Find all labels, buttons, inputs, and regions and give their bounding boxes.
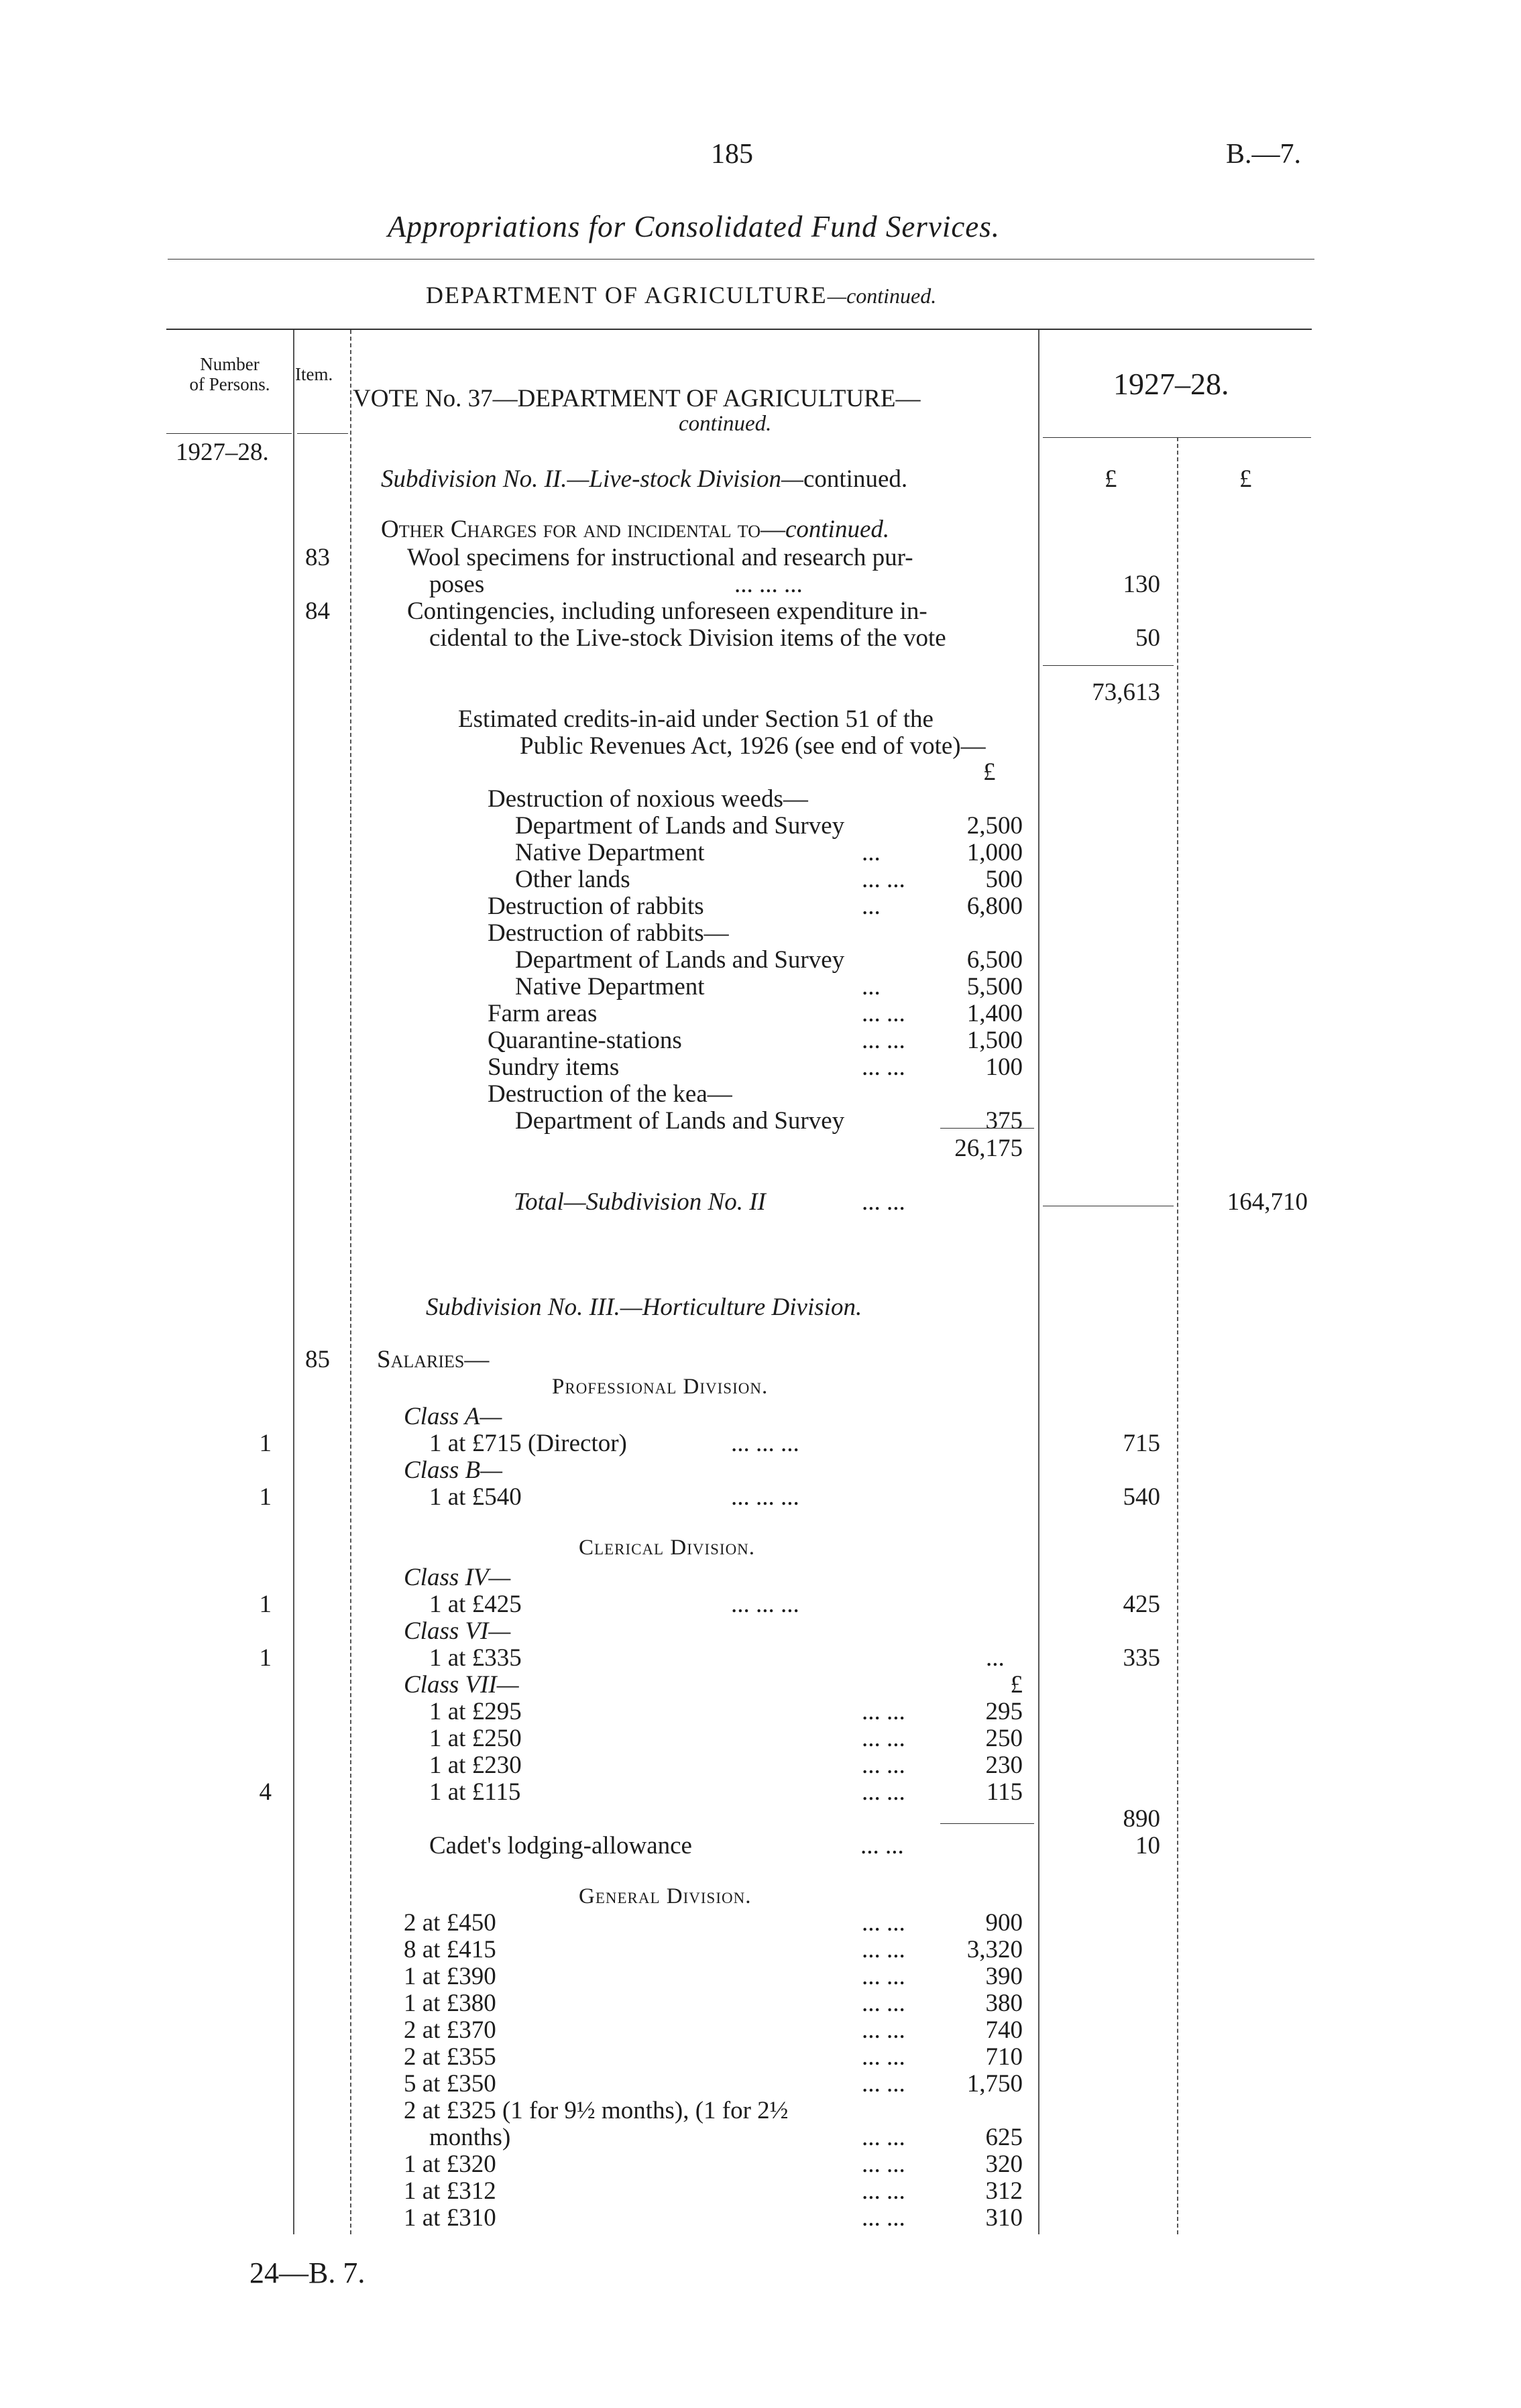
general-amount: 1,750 xyxy=(966,2070,1023,2098)
clerical-division-heading: Clerical Division. xyxy=(579,1536,756,1560)
salary-inner-amount: £ xyxy=(1010,1671,1023,1699)
subdivision-2-total-label: Total—Subdivision No. II xyxy=(514,1188,766,1216)
persons-header-rule xyxy=(166,433,292,434)
cadet-allowance-label: Cadet's lodging-allowance xyxy=(429,1832,692,1859)
general-label: 8 at £415 xyxy=(404,1936,496,1963)
leader-dots: ... ... xyxy=(862,2043,905,2071)
subtotal-amount: 73,613 xyxy=(1092,679,1160,706)
salary-label: 1 at £335 xyxy=(429,1644,522,1672)
table-top-rule xyxy=(166,329,1312,330)
year-header: 1927–28. xyxy=(1113,367,1229,401)
salary-label: 1 at £540 xyxy=(429,1483,522,1511)
class-heading: Class IV— xyxy=(404,1564,511,1591)
amount-column-rule xyxy=(1038,330,1039,2234)
salary-inner-amount: 230 xyxy=(985,1752,1023,1779)
salary-amount: 540 xyxy=(1123,1483,1160,1511)
salary-label: 1 at £425 xyxy=(429,1591,522,1618)
subdivision-3-heading: Subdivision No. III.—Horticulture Division. xyxy=(426,1294,862,1321)
subtotal-rule xyxy=(1043,665,1174,666)
class-7-total-rule xyxy=(940,1823,1034,1824)
general-label: 2 at £325 (1 for 9½ months), (1 for 2½ xyxy=(404,2097,789,2124)
leader-dots: ... ... xyxy=(862,2151,905,2178)
credit-amount: 500 xyxy=(985,866,1023,893)
credit-label: Destruction of the kea— xyxy=(488,1080,732,1108)
credit-label: Native Department xyxy=(515,973,705,1000)
credit-amount: 1,400 xyxy=(966,1000,1023,1027)
credits-total-rule xyxy=(940,1128,1034,1129)
department-heading: DEPARTMENT OF AGRICULTURE—continued. xyxy=(426,282,937,308)
persons-column-rule xyxy=(293,330,294,2234)
salary-amount: 715 xyxy=(1123,1430,1160,1457)
credit-amount: 6,500 xyxy=(966,946,1023,974)
leader-dots: ... xyxy=(862,893,881,920)
general-label: 1 at £310 xyxy=(404,2204,496,2232)
document-ref: B.—7. xyxy=(1226,139,1302,170)
credits-pound: £ xyxy=(983,758,996,786)
persons-header: Number of Persons. xyxy=(189,354,270,394)
general-amount: 3,320 xyxy=(966,1936,1023,1963)
leader-dots: ... ... xyxy=(862,1698,905,1725)
salary-inner-amount: 295 xyxy=(985,1698,1023,1725)
general-label: 2 at £450 xyxy=(404,1909,496,1937)
leader-dots: ... ... xyxy=(862,1909,905,1937)
leader-dots: ... xyxy=(862,973,881,1000)
leader-dots: ... ... xyxy=(862,1188,905,1216)
leader-dots: ... ... xyxy=(862,1000,905,1027)
credit-label: Farm areas xyxy=(488,1000,598,1027)
general-label: 2 at £355 xyxy=(404,2043,496,2071)
year-header-rule xyxy=(1043,437,1311,438)
salary-inner-amount: 115 xyxy=(986,1778,1023,1806)
general-amount: 625 xyxy=(985,2124,1023,2151)
item-description: Contingencies, including unforeseen expenditure in- xyxy=(407,597,927,625)
credit-amount: 1,000 xyxy=(966,839,1023,866)
credit-amount: 2,500 xyxy=(966,812,1023,840)
salary-label: 1 at £250 xyxy=(429,1725,522,1752)
leader-dots: ... ... xyxy=(862,2016,905,2044)
general-label: 1 at £320 xyxy=(404,2151,496,2178)
leader-dots: ... ... xyxy=(862,1990,905,2017)
item-description: Wool specimens for instructional and research pur- xyxy=(407,544,913,571)
item-description-cont: cidental to the Live-stock Division items of the vote xyxy=(429,624,946,652)
class-heading: Class VI— xyxy=(404,1617,511,1645)
leader-dots: ... ... ... xyxy=(731,1430,799,1457)
item-header-rule xyxy=(297,433,348,434)
leader-dots: ... ... xyxy=(862,1752,905,1779)
item-number: 83 xyxy=(305,544,330,571)
salary-inner-amount: 250 xyxy=(985,1725,1023,1752)
credit-label: Destruction of noxious weeds— xyxy=(488,785,808,813)
leader-dots: ... ... ... xyxy=(734,571,803,598)
vote-header-continued: continued. xyxy=(679,412,772,436)
general-label: 1 at £312 xyxy=(404,2177,496,2205)
salary-label: 1 at £230 xyxy=(429,1752,522,1779)
salary-amount: 425 xyxy=(1123,1591,1160,1618)
leader-dots: ... ... ... xyxy=(731,1591,799,1618)
subdivision-2-heading: Subdivision No. II.—Live-stock Division—continued. xyxy=(381,465,908,493)
leader-dots: ... ... xyxy=(862,1963,905,1990)
item-number: 85 xyxy=(305,1346,330,1373)
general-amount: 380 xyxy=(985,1990,1023,2017)
class-heading: Class VII— xyxy=(404,1671,519,1699)
persons-count: 1 xyxy=(259,1430,272,1457)
leader-dots: ... ... xyxy=(862,2204,905,2232)
leader-dots: ... ... xyxy=(862,866,905,893)
general-amount: 390 xyxy=(985,1963,1023,1990)
pound-column-1: £ xyxy=(1105,465,1117,493)
credit-amount: 6,800 xyxy=(966,893,1023,920)
leader-dots: ... ... xyxy=(862,2124,905,2151)
credit-amount: 5,500 xyxy=(966,973,1023,1000)
leader-dots: ... ... xyxy=(862,1778,905,1806)
salaries-heading: Salaries— xyxy=(377,1346,490,1373)
item-column-rule xyxy=(350,330,351,2234)
professional-division-heading: Professional Division. xyxy=(552,1375,769,1399)
credit-label: Destruction of rabbits— xyxy=(488,919,729,947)
leader-dots: ... ... xyxy=(862,1027,905,1054)
persons-count: 4 xyxy=(259,1778,272,1806)
credit-amount: 100 xyxy=(985,1053,1023,1081)
total-column-rule xyxy=(1177,437,1178,2234)
credit-label: Department of Lands and Survey xyxy=(515,812,845,840)
credit-label: Native Department xyxy=(515,839,705,866)
credit-label: Sundry items xyxy=(488,1053,620,1081)
salary-amount: 335 xyxy=(1123,1644,1160,1672)
general-division-heading: General Division. xyxy=(579,1884,752,1908)
signature-mark: 24—B. 7. xyxy=(249,2256,365,2289)
class-heading: Class B— xyxy=(404,1456,503,1484)
item-amount: 130 xyxy=(1123,571,1160,598)
credit-label: Destruction of rabbits xyxy=(488,893,704,920)
title-rule xyxy=(168,259,1314,260)
general-label: 2 at £370 xyxy=(404,2016,496,2044)
general-label: months) xyxy=(429,2124,511,2151)
credit-label: Other lands xyxy=(515,866,630,893)
general-amount: 900 xyxy=(985,1909,1023,1937)
credits-heading-cont: Public Revenues Act, 1926 (see end of vote)— xyxy=(520,732,986,760)
salary-label: 1 at £115 xyxy=(429,1778,521,1806)
salary-label: 1 at £715 (Director) xyxy=(429,1430,627,1457)
leader-dots: ... ... ... xyxy=(731,1483,799,1511)
item-header: Item. xyxy=(295,364,333,384)
vote-header: VOTE No. 37—DEPARTMENT OF AGRICULTURE— xyxy=(353,385,921,412)
item-amount: 50 xyxy=(1135,624,1160,652)
credit-amount: 375 xyxy=(985,1107,1023,1135)
page-number: 185 xyxy=(711,139,753,170)
credit-amount: 1,500 xyxy=(966,1027,1023,1054)
leader-dots: ... ... xyxy=(862,1936,905,1963)
credits-heading: Estimated credits-in-aid under Section 51 of the xyxy=(458,705,934,733)
general-label: 5 at £350 xyxy=(404,2070,496,2098)
class-7-total: 890 xyxy=(1123,1805,1160,1833)
general-amount: 320 xyxy=(985,2151,1023,2178)
item-number: 84 xyxy=(305,597,330,625)
leader-dots: ... ... xyxy=(862,1053,905,1081)
item-description-cont: poses xyxy=(429,571,485,598)
persons-count: 1 xyxy=(259,1591,272,1618)
leader-dots: ... ... xyxy=(862,1725,905,1752)
credits-total: 26,175 xyxy=(954,1135,1023,1162)
leader-dots: ... ... xyxy=(862,2177,905,2205)
persons-year: 1927–28. xyxy=(176,439,269,466)
credit-label: Quarantine-stations xyxy=(488,1027,682,1054)
leader-dots: ... xyxy=(862,839,881,866)
leader-dots: ... xyxy=(986,1644,1005,1672)
class-heading: Class A— xyxy=(404,1403,502,1430)
salary-label: 1 at £295 xyxy=(429,1698,522,1725)
general-amount: 740 xyxy=(985,2016,1023,2044)
general-label: 1 at £390 xyxy=(404,1963,496,1990)
pound-column-2: £ xyxy=(1239,465,1252,493)
credit-label: Department of Lands and Survey xyxy=(515,946,845,974)
cadet-allowance-amount: 10 xyxy=(1135,1832,1160,1859)
general-amount: 710 xyxy=(985,2043,1023,2071)
persons-count: 1 xyxy=(259,1483,272,1511)
persons-count: 1 xyxy=(259,1644,272,1672)
general-label: 1 at £380 xyxy=(404,1990,496,2017)
credit-label: Department of Lands and Survey xyxy=(515,1107,845,1135)
general-amount: 310 xyxy=(985,2204,1023,2232)
leader-dots: ... ... xyxy=(862,2070,905,2098)
page-title: Appropriations for Consolidated Fund Services. xyxy=(388,210,1001,243)
general-amount: 312 xyxy=(985,2177,1023,2205)
other-charges-heading: Other Charges for and incidental to—continued. xyxy=(381,516,890,543)
subdivision-2-total: 164,710 xyxy=(1227,1188,1308,1216)
leader-dots: ... ... xyxy=(860,1832,904,1859)
